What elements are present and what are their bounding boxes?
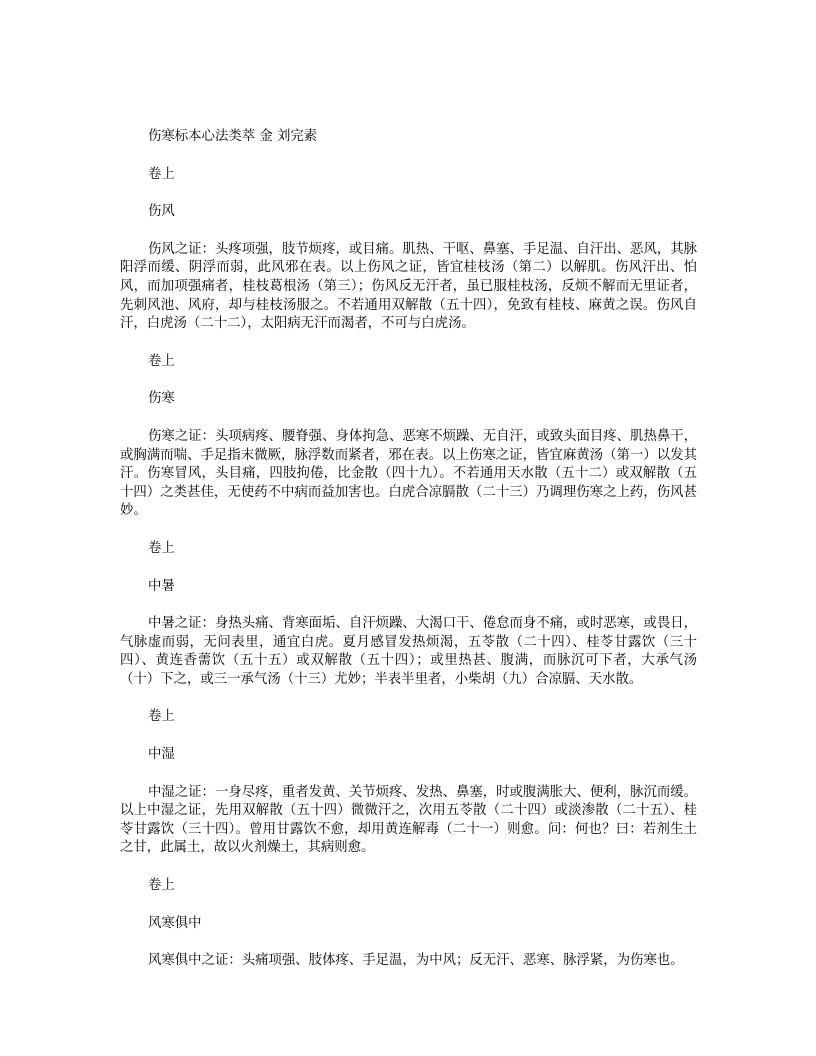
section-body-zhongshi: 中湿之证：一身尽疼，重者发黄、关节烦疼、发热、鼻塞，时或腹满胀大、便利，脉沉而缓。以上中湿之证，先用双解散（五十四）微微汗之，次用五苓散（二十四）或淡渗散（二十五）、桂苓甘露饮（三十四）。曾用甘露饮不愈，却用黄连解毒（二十一）则愈。问：何也？曰：若剂生土之甘，此属土，故以火剂燥土，其病则愈。 bbox=[120, 784, 698, 856]
volume-label-4: 卷上 bbox=[148, 709, 175, 725]
section-body-fenghan: 风寒俱中之证：头痛项强、肢体疼、手足温，为中风；反无汗、恶寒、脉浮紧，为伤寒也。 bbox=[148, 953, 684, 969]
section-heading-fenghan: 风寒俱中 bbox=[148, 915, 202, 931]
section-heading-zhongshi: 中湿 bbox=[148, 747, 175, 763]
section-body-shangfeng: 伤风之证：头疼项强，肢节烦疼，或目痛。肌热、干呕、鼻塞、手足温、自汗出、恶风，其脉阳浮而缓、阴浮而弱，此风邪在表。以上伤风之证，皆宜桂枝汤（第二）以解肌。伤风汗出、怕风，而加项强痛者，桂枝葛根汤（第三）；伤风反无汗者，虽已服桂枝汤，反烦不解而无里证者，先刺风池、风府，却与桂枝汤服之。不若通用双解散（五十四），免致有桂枝、麻黄之误。伤风自汗，白虎汤（二十二），太阳病无汗而渴者，不可与白虎汤。 bbox=[120, 241, 698, 332]
document-title: 伤寒标本心法类萃 金 刘完素 bbox=[148, 129, 318, 144]
volume-label-2: 卷上 bbox=[148, 353, 175, 369]
volume-label-5: 卷上 bbox=[148, 878, 175, 894]
document-page bbox=[120, 128, 697, 990]
volume-label-3: 卷上 bbox=[148, 540, 175, 556]
volume-label-1: 卷上 bbox=[148, 166, 175, 182]
section-body-shanghan: 伤寒之证：头项病疼、腰脊强、身体拘急、恶寒不烦躁、无自汗，或致头面目疼、肌热鼻干，或胸满而喘、手足指末微厥，脉浮数而紧者，邪在表。以上伤寒之证，皆宜麻黄汤（第一）以发其汗。伤寒冒风，头目痛，四肢拘倦，比金散（四十九）。不若通用天水散（五十二）或双解散（五十四）之类甚佳，无使药不中病而益加害也。白虎合凉膈散（二十三）乃调理伤寒之上药，伤风甚妙。 bbox=[120, 428, 698, 519]
section-heading-shangfeng: 伤风 bbox=[148, 204, 175, 220]
section-heading-shanghan: 伤寒 bbox=[148, 391, 175, 407]
section-heading-zhongshu: 中暑 bbox=[148, 578, 175, 594]
section-body-zhongshu: 中暑之证：身热头痛、背寒面垢、自汗烦躁、大渴口干、倦怠而身不痛，或时恶寒，或畏日，气脉虚而弱，无问表里，通宜白虎。夏月感冒发热烦渴，五苓散（二十四）、桂苓甘露饮（三十四）、黄连香薷饮（五十五）或双解散（五十四）；或里热甚、腹满，而脉沉可下者，大承气汤（十）下之，或三一承气汤（十三）尤妙；半表半里者，小柴胡（九）合凉膈、天水散。 bbox=[120, 616, 698, 687]
